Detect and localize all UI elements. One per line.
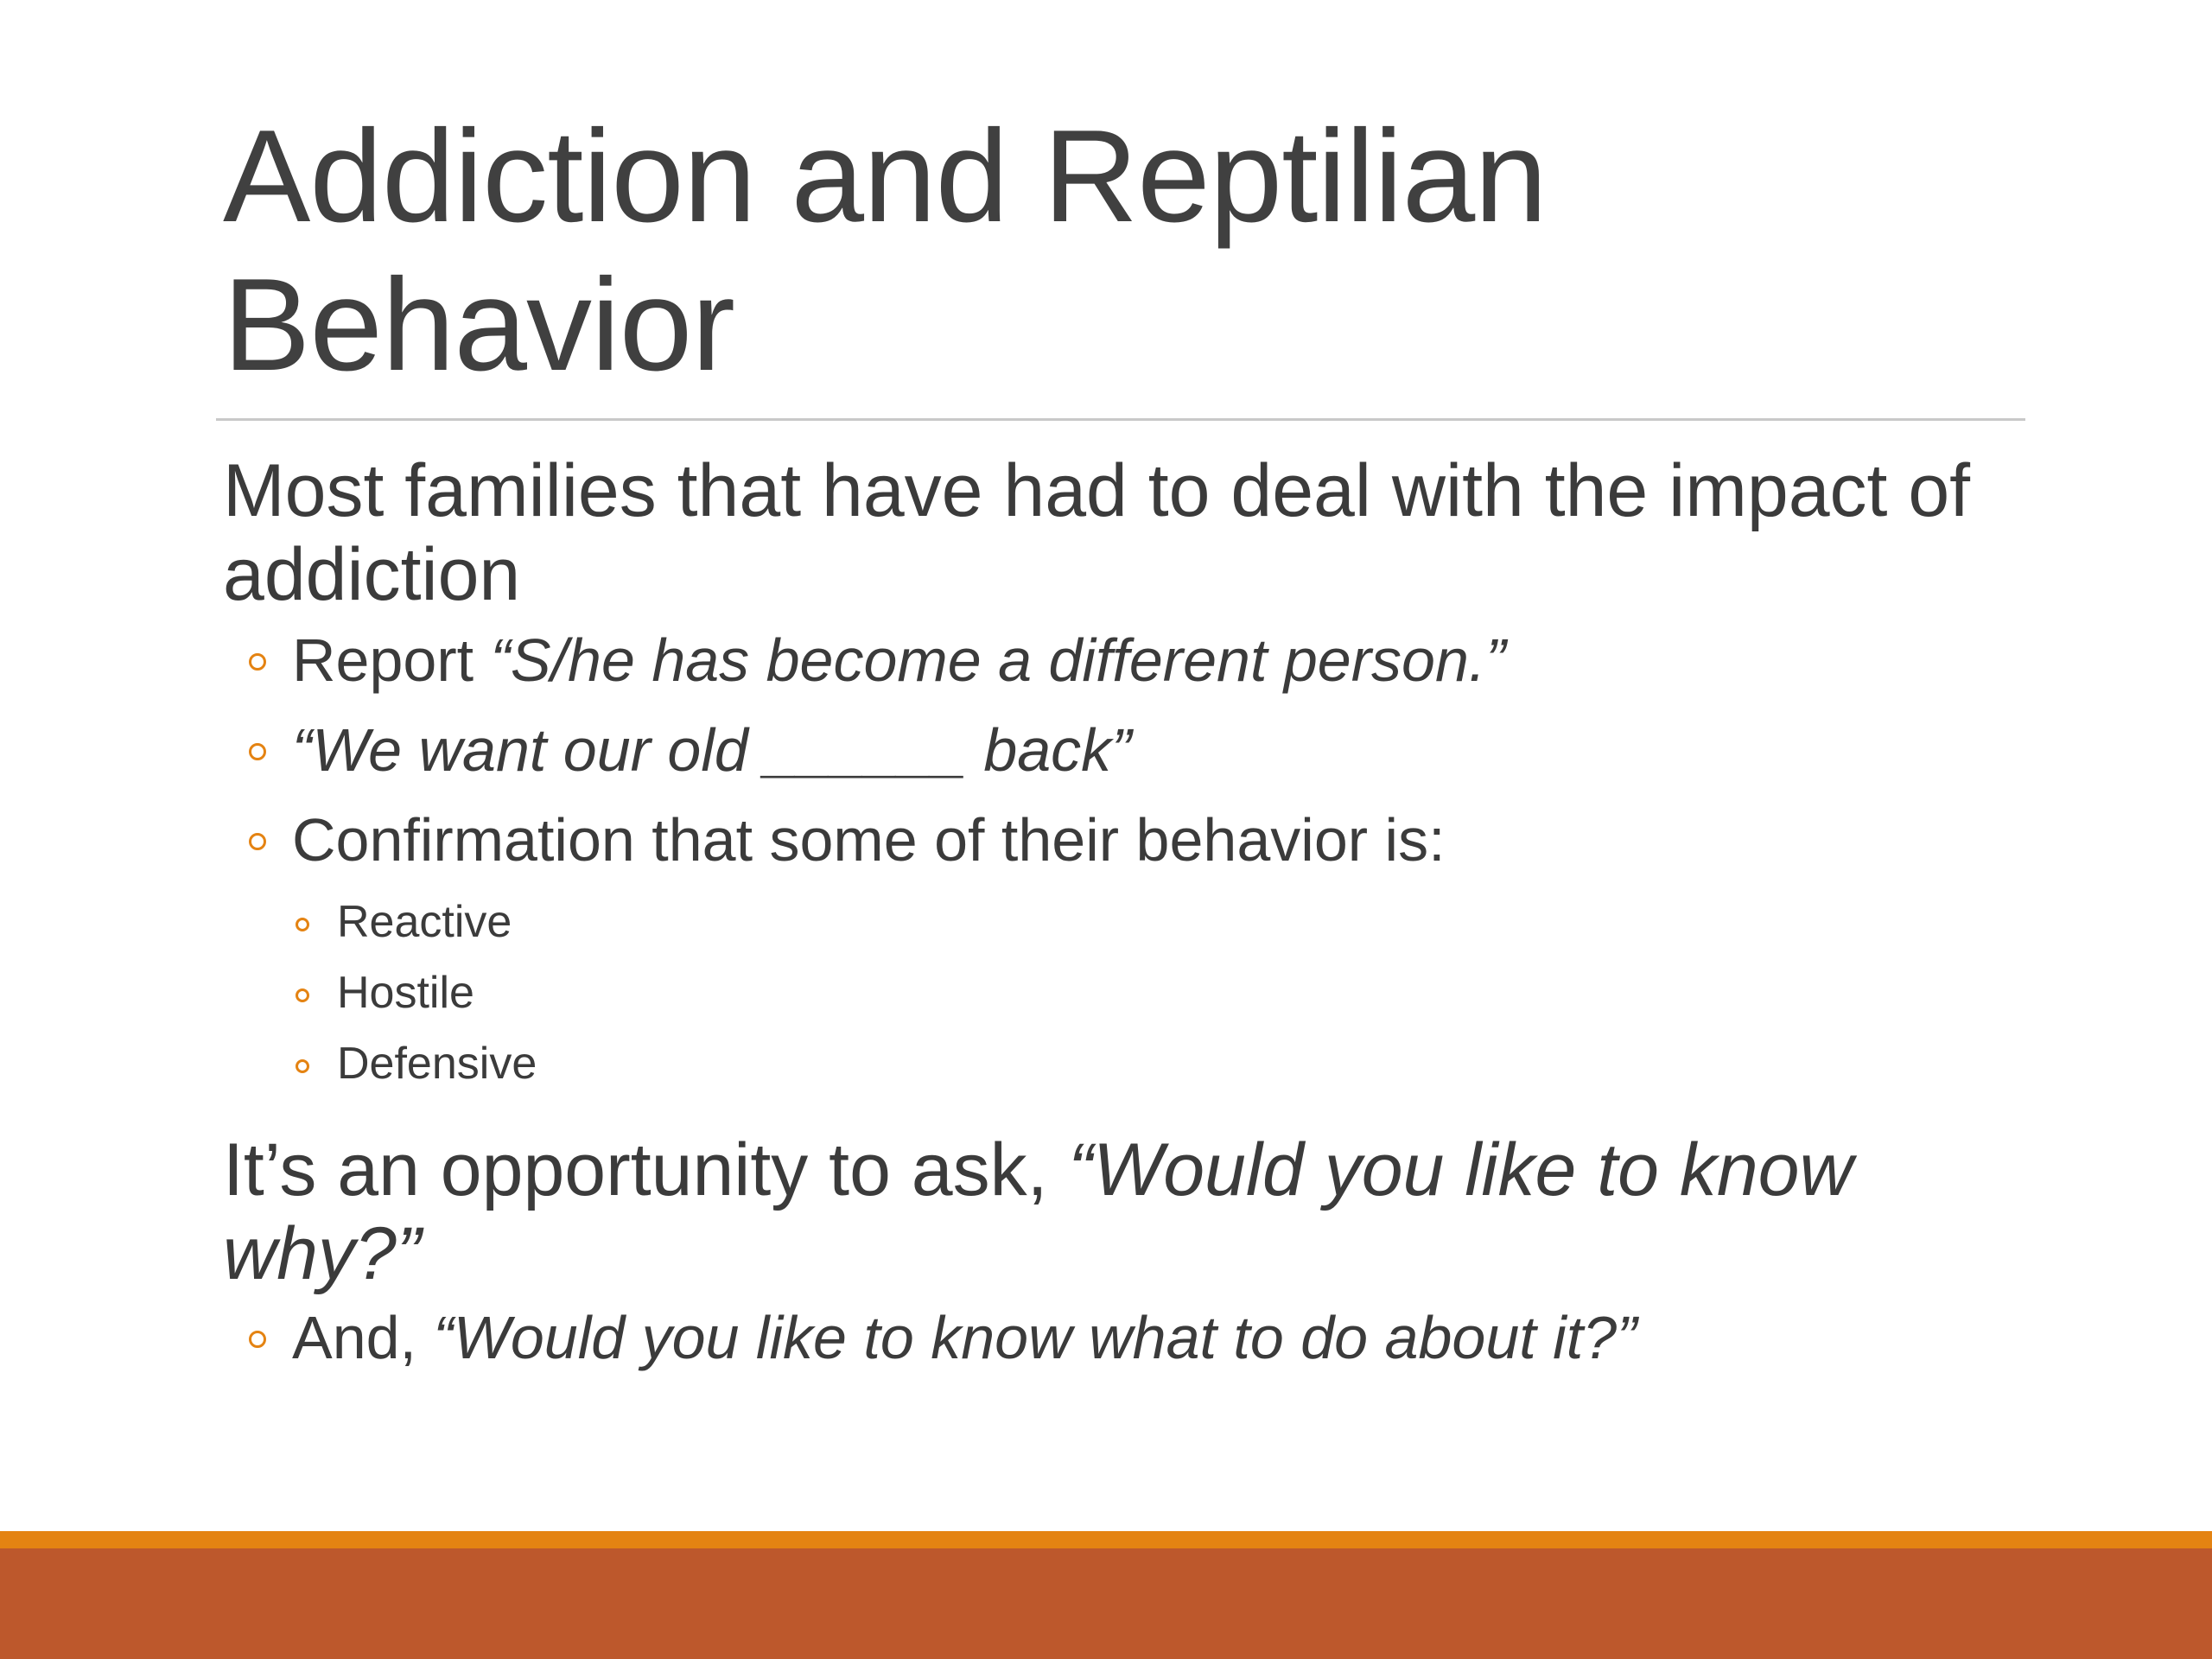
title-divider <box>216 418 2025 421</box>
list-item <box>223 1301 2029 1374</box>
bullet-italic-text: “S/he has become a different person.” <box>490 626 1506 694</box>
paragraph-italic-text: “Would you like to know why?” <box>223 1128 1853 1295</box>
bullet-italic-text: “Would you like to know what to do about it?” <box>433 1304 1637 1371</box>
footer-bar <box>0 1548 2212 1659</box>
bullet-icon <box>249 653 266 671</box>
slide-body <box>223 449 2029 1374</box>
bullet-icon <box>296 918 309 931</box>
sub-bullet-text: Hostile <box>337 968 474 1018</box>
bullet-icon <box>296 1059 309 1073</box>
bullet-plain-text: And, <box>292 1304 434 1371</box>
bullet-icon <box>249 833 266 850</box>
list-item <box>223 714 2029 786</box>
sub-list-item <box>223 966 2029 1020</box>
slide-title <box>223 102 2020 399</box>
bullet-icon <box>249 743 266 760</box>
title-line-1: Addiction and Reptilian <box>223 103 1547 250</box>
bullet-plain-text: Confirmation that some of their behavior is: <box>292 806 1446 874</box>
paragraph-families: Most families that have had to deal with the impact of addiction <box>223 449 1971 616</box>
title-line-2: Behavior <box>223 251 734 398</box>
sub-list-item <box>223 895 2029 949</box>
paragraph-opportunity <box>223 1128 2029 1296</box>
paragraph-plain-text: It’s an opportunity to ask, <box>223 1128 1069 1211</box>
sub-list-item <box>223 1037 2029 1090</box>
footer-accent-strip <box>0 1531 2212 1548</box>
sub-bullet-text: Defensive <box>337 1039 537 1089</box>
bullet-italic-text: “We want our old ______ back” <box>292 716 1132 784</box>
list-item <box>223 804 2029 876</box>
sub-bullet-text: Reactive <box>337 897 512 947</box>
bullet-icon <box>296 988 309 1002</box>
bullet-plain-text: Report <box>292 626 491 694</box>
bullet-icon <box>249 1331 266 1348</box>
list-item <box>223 624 2029 696</box>
